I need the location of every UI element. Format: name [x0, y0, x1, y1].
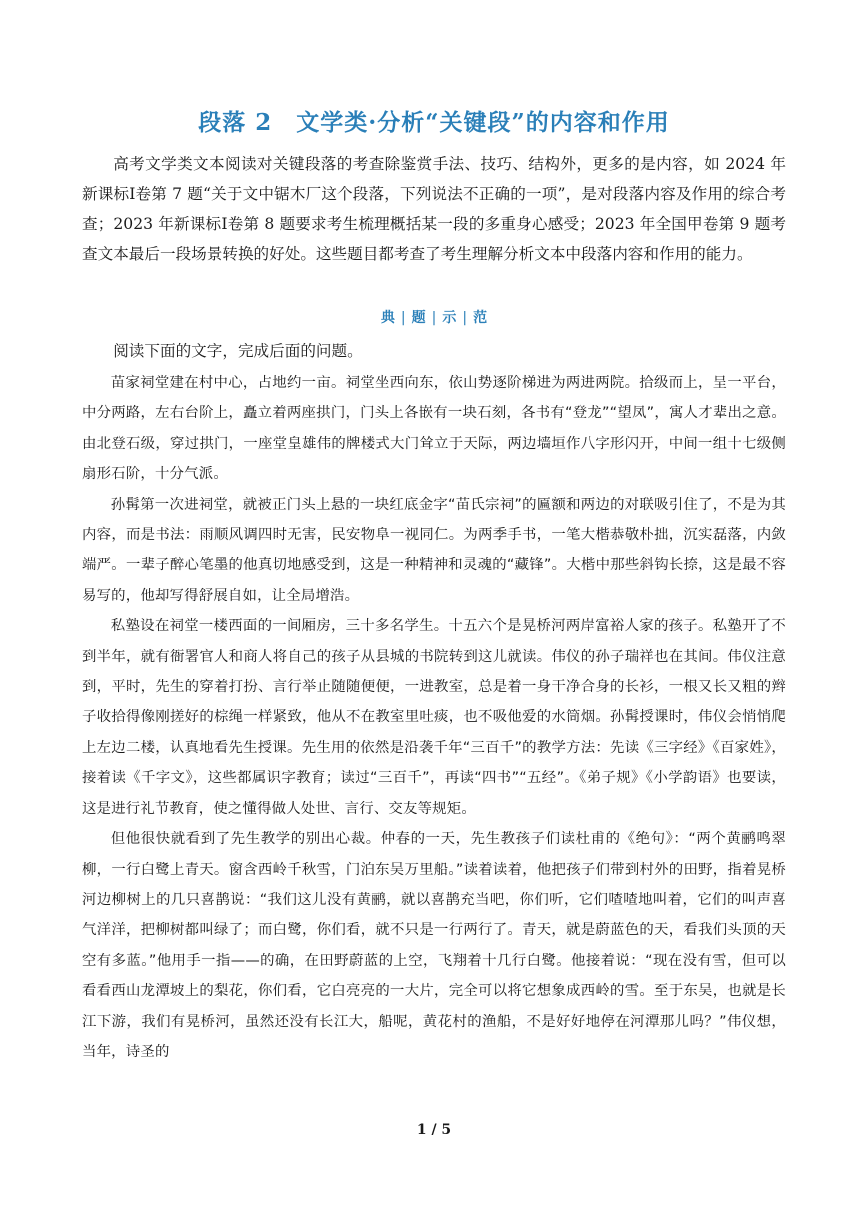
- article-paragraph: 孙髯第一次进祠堂，就被正门头上悬的一块红底金字“苗氏宗祠”的匾额和两边的对联吸引住了，不是为其内容，而是书法：雨顺风调四时无害，民安物阜一视同仁。为两季手书，一笔大楷恭敬朴拙，沉实磊落，内敛端严。一辈子醉心笔墨的他真切地感受到，这是一种精神和灵魂的“藏锋”。大楷中那些斜钩长捺，这是最不容易写的，他却写得舒展自如，让全局增浩。: [82, 496, 786, 604]
- section-label-char: 范: [473, 310, 488, 326]
- article-paragraph: 但他很快就看到了先生教学的别出心裁。仲春的一天，先生教孩子们读杜甫的《绝句》：“两个黄鹂鸣翠柳，一行白鹭上青天。窗含西岭千秋雪，门泊东吴万里船。”读着读着，他把孩子们带到村外的田野，指着晃桥河边柳树上的几只喜鹊说：“我们这儿没有黄鹂，就以喜鹊充当吧，你们听，它们喳喳地叫着，它们的叫声喜气洋洋，把柳树都叫绿了；而白鹭，你们看，就不只是一行两行了。青天，就是蔚蓝色的天，看我们头顶的天空有多蓝。”他用手一指——的确，在田野蔚蓝的上空，飞翔着十几行白鹭。他接着说：“现在没有雪，但可以看看西山龙潭坡上的梨花，你们看，它白亮亮的一大片，完全可以将它想象成西岭的雪。至于东吴，也就是长江下游，我们有晃桥河，虽然还没有长江大，船呢，黄花村的渔船，不是好好地停在河潭那儿吗？”伟仪想，当年，诗圣的: [82, 831, 786, 1060]
- article-paragraph: 苗家祠堂建在村中心，占地约一亩。祠堂坐西向东，依山势逐阶梯进为两进两院。拾级而上，呈一平台，中分两路，左右台阶上，矗立着两座拱门，门头上各嵌有一块石刻，各书有“登龙”“望凤”，寓人才辈出之意。由北登石级，穿过拱门，一座堂皇雄伟的牌楼式大门耸立于天际，两边墙垣作八字形闪开，中间一组十七级侧扇形石阶，十分气派。: [82, 375, 786, 483]
- separator: |: [431, 310, 437, 326]
- article-paragraph: 私塾设在祠堂一楼西面的一间厢房，三十多名学生。十五六个是晃桥河两岸富裕人家的孩子。私塾开了不到半年，就有衙署官人和商人将自己的孩子从县城的书院转到这儿就读。伟仪的孙子瑞祥也在其间。伟仪注意到，平时，先生的穿着打扮、言行举止随随便便，一进教室，总是着一身干净合身的长衫，一根又长又粗的辫子收拾得像刚搓好的棕绳一样紧致，他从不在教室里吐痰，也不吸他爱的水筒烟。孙髯授课时，伟仪会悄悄爬上左边二楼，认真地看先生授课。先生用的依然是沿袭千年“三百千”的教学方法：先读《三字经》《百家姓》，接着读《千字文》，这些都属识字教育；读过“三百千”，再读“四书”“五经”。《弟子规》《小学韵语》也要读，这是进行礼节教育，使之懂得做人处世、言行、交友等规矩。: [82, 618, 786, 817]
- separator: |: [462, 310, 468, 326]
- separator: |: [400, 310, 406, 326]
- page-number: 1 / 5: [416, 1122, 452, 1138]
- section-label-char: 典: [380, 310, 395, 326]
- page-title: 段落 2 文学类·分析“关键段”的内容和作用: [198, 109, 670, 136]
- section-label: [0, 307, 868, 327]
- section-label-char: 示: [442, 310, 457, 326]
- section-label-char: 题: [411, 310, 426, 326]
- intro-paragraph: 高考文学类文本阅读对关键段落的考查除鉴赏手法、技巧、结构外，更多的是内容，如 2024 年新课标Ⅰ卷第 7 题“关于文中锯木厂这个段落，下列说法不正确的一项”，是对段落内容及作用的综合考查；2023 年新课标Ⅰ卷第 8 题要求考生梳理概括某一段的多重身心感受；2023 年全国甲卷第 9 题考查文本最后一段场景转换的好处。这些题目都考查了考生理解分析文本中段落内容和作用的能力。: [82, 155, 786, 263]
- reading-instruction: 阅读下面的文字，完成后面的问题。: [113, 342, 363, 360]
- article-body: [82, 368, 786, 1067]
